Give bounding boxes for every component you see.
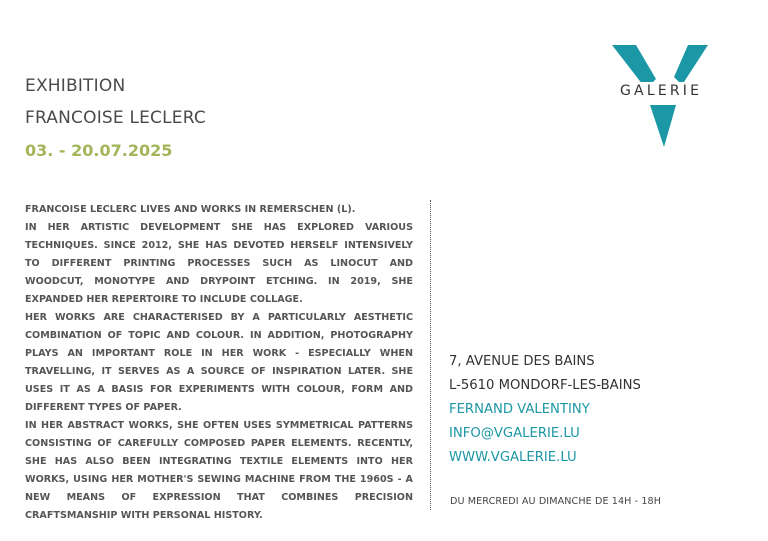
bio-paragraph: FRANCOISE LECLERC LIVES AND WORKS IN REMERSCHEN (L). [25, 204, 356, 215]
website-link[interactable]: WWW.VGALERIE.LU [449, 450, 577, 465]
address-line-1: 7, AVENUE DES BAINS [449, 354, 595, 369]
bio-paragraph: HER WORKS ARE CHARACTERISED BY A PARTICULARLY AESTHETIC COMBINATION OF TOPIC AND COLOUR. IN ADDITION, PHOTOGRAPHY PLAYS AN IMPORTANT ROLE IN HER WORK - ESPECIALLY WHEN TRAVELLING, IT SERVES AS A SOURCE OF INSPIRATION LATER. SHE USES IT AS A BASIS FOR EXPERIMENTS WITH COLOUR, FORM AND DIFFERENT TYPES OF PAPER. [25, 312, 413, 413]
exhibition-header [25, 76, 206, 161]
bio-paragraph: IN HER ABSTRACT WORKS, SHE OFTEN USES SYMMETRICAL PATTERNS CONSISTING OF CAREFULLY COMPOSED PAPER ELEMENTS. RECENTLY, SHE HAS ALSO BEEN INTEGRATING TEXTILE ELEMENTS INTO HER WORKS, USING HER MOTHER'S SEWING MACHINE FROM THE 1960S - A NEW MEANS OF EXPRESSION THAT COMBINES PRECISION CRAFTSMANSHIP WITH PERSONAL HISTORY. [25, 420, 413, 521]
dotted-divider [430, 200, 431, 510]
logo-wordmark: GALERIE [616, 82, 712, 100]
logo-v-bottom [650, 105, 676, 147]
logo-v-right-arm [674, 45, 708, 85]
artist-name: FRANCOISE LECLERC [25, 108, 206, 128]
artist-biography [25, 201, 413, 525]
exhibition-dates: 03. - 20.07.2025 [25, 141, 173, 160]
opening-hours: DU MERCREDI AU DIMANCHE DE 14H - 18H [450, 496, 662, 507]
exhibition-label: EXHIBITION [25, 76, 126, 96]
contact-block [449, 350, 641, 470]
address-line-2: L-5610 MONDORF-LES-BAINS [449, 378, 641, 393]
contact-email-link[interactable]: INFO@VGALERIE.LU [449, 426, 580, 441]
bio-paragraph: IN HER ARTISTIC DEVELOPMENT SHE HAS EXPLORED VARIOUS TECHNIQUES. SINCE 2012, SHE HAS DEVOTED HERSELF INTENSIVELY TO DIFFERENT PRINTING PROCESSES SUCH AS LINOCUT AND WOODCUT, MONOTYPE AND DRYPOINT ETCHING. IN 2019, SHE EXPANDED HER REPERTOIRE TO INCLUDE COLLAGE. [25, 222, 413, 305]
contact-name: FERNAND VALENTINY [449, 402, 590, 417]
